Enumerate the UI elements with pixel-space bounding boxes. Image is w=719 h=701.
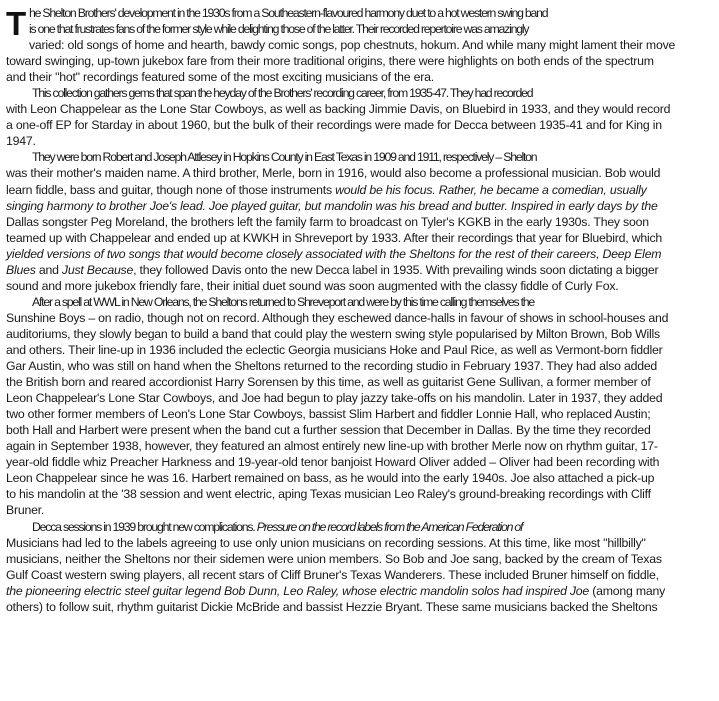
text-line: others) to follow suit, rhythm guitarist Dickie McBride and bassist Hezzie Bryant. These same musicians backed the Sheltons	[6, 599, 658, 614]
italic-text-run: the pioneering electric steel guitar legend Bob Dunn, Leo Raley, whose electric mandolin solos had inspired Joe	[6, 583, 590, 598]
text-line: Gulf Coast western swing players, all recent stars of Cliff Bruner's Texas Wanderers. These included Bruner himself on fiddle,	[6, 567, 659, 582]
text-line: They were born Robert and Joseph Attlesey in Hopkins County in East Texas in 1909 and 1911, respectively – Shelton	[32, 150, 537, 165]
text-line: to his mandolin at the '38 session and went electric, aping Texas musician Leo Raley's ground-breaking recordings with Cliff	[6, 487, 651, 502]
text-line: with Leon Chappelear as the Lone Star Cowboys, as well as backing Jimmie Davis, on Bluebird in 1933, and they would record	[6, 102, 671, 117]
paragraph-shreveport	[6, 294, 713, 519]
text-line: was their mother's maiden name. A third brother, Merle, born in 1916, would also become a professional musician. Bob would	[6, 166, 661, 181]
paragraph-decca-1939	[6, 519, 713, 615]
text-run: Decca sessions in 1939 brought new complications.	[32, 519, 257, 534]
song-title: Blues	[6, 262, 36, 277]
paragraph-collection	[6, 85, 713, 149]
text-line: he Shelton Brothers' development in the 1930s from a Southeastern-flavoured harmony duet to a hot western swing band	[28, 6, 548, 20]
paragraph-intro	[6, 5, 713, 85]
paragraph-origins	[6, 149, 713, 293]
text-line: auditoriums, they slowly began to build a band that could play the western swing style popularised by Milton Brown, Bob Wills	[6, 326, 660, 341]
text-line: singing harmony to brother Joe's lead. Joe played guitar, but mandolin was his bread and butter. Inspired in early days by the	[6, 198, 658, 213]
text-line: a one-off EP for Starday in about 1960, but the bulk of their recordings were made for Decca between 1935-41 and for King in	[6, 118, 662, 133]
italic-text-run: would be his focus. Rather, he became a comedian, usually	[335, 182, 647, 197]
text-line: both Hall and Harbert were present when the band cut a further session that December in Dallas. By the time they recorded	[6, 423, 651, 438]
text-run: (among many	[589, 583, 666, 598]
text-line: again in September 1938, however, they featured an almost entirely new line-up with brother Merle now on rhythm guitar, 17-	[6, 439, 658, 454]
text-line: After a spell at WWL in New Orleans, the Sheltons returned to Shreveport and were by this time calling themselves the	[32, 294, 535, 309]
text-line: toward swinging, up-town jukebox fare from their more traditional origins, there were highlights on both ends of the spectrum	[6, 54, 654, 69]
italic-text-run: Pressure on the record labels from the American Federation of	[256, 519, 523, 534]
text-line: Bruner.	[6, 503, 45, 518]
text-line: two other former members of Leon's Lone Star Cowboys, bassist Slim Harbert and fiddler Lonnie Hall, who replaced Austin;	[6, 407, 651, 422]
text-line: Musicians had led to the labels agreeing to use only union musicians on recording sessions. At this time, like most "hillbilly"	[6, 535, 646, 550]
text-line: varied: old songs of home and hearth, bawdy comic songs, pop chestnuts, hokum. And while many might lament their move	[28, 38, 676, 53]
text-line: Gar Austin, who was still on hand when the Sheltons returned to the recording studio in February 1937. They had also added	[6, 359, 658, 374]
text-line: teamed up with Chappelear and ended up at KWKH in Shreveport by 1933. After their recordings that year for Bluebird, which	[6, 230, 663, 245]
text-line: and others. Their line-up in 1936 included the eclectic Georgia musicians Hoke and Paul Rice, as well as Vermont-born fiddler	[6, 342, 663, 357]
text-line: and their "hot" recordings featured some of the most exciting musicians of the era.	[6, 70, 434, 85]
italic-text-run: yielded versions of two songs that would become closely associated with the Sheltons for the rest of their careers,	[6, 246, 603, 261]
song-title: Just Because	[61, 262, 134, 277]
text-line: Sunshine Boys – on radio, though not on record. Although they eschewed dance-halls in favour of shows in school-houses and	[6, 310, 669, 325]
text-line: sound and more jukebox friendly fare, their initial duet sound was soon augmented with the classy fiddle of Curly Fox.	[6, 278, 619, 293]
text-line: is one that frustrates fans of the former style while delighting those of the latter. Their recorded repertoire was amazingly	[28, 22, 529, 37]
text-line	[6, 246, 713, 262]
text-line: This collection gathers gems that span the heyday of the Brothers' recording career, from 1935-47. They had recorded	[32, 86, 533, 101]
text-run: , they followed Davis onto the new Decca label in 1935. With prevailing winds soon dictating a bigger	[133, 262, 659, 277]
text-run: learn fiddle, bass and guitar, though none of those instruments	[6, 182, 336, 197]
text-run: and	[35, 262, 62, 277]
text-line	[6, 519, 713, 535]
text-line: year-old fiddle whiz Preacher Harkness and 19-year-old tenor banjoist Howard Oliver added – Oliver had been recording with	[6, 455, 660, 470]
text-line: Leon Chappelear's Lone Star Cowboys, and Joe had begun to play jazzy take-offs on his mandolin. Later in 1937, they added	[6, 391, 663, 406]
song-title: Deep Elem	[602, 246, 662, 261]
text-line: 1947.	[6, 134, 36, 149]
text-line: the British born and reared accordionist Harry Sorensen by this time, as well as guitarist Gene Sullivan, a former member of	[6, 375, 651, 390]
text-line: musicians, neither the Sheltons nor their sidemen were union members. So Bob and Joe sang, backed by the cream of Texas	[6, 551, 662, 566]
text-line	[6, 182, 713, 198]
text-line	[6, 583, 713, 599]
text-line: Leon Chappelear since he was 16. Harbert remained on bass, as he would into the early 1940s. Joe also attached a pick-up	[6, 471, 655, 486]
text-line	[6, 262, 713, 278]
drop-cap: T	[6, 5, 26, 42]
text-line: Dallas songster Peg Moreland, the brothers left the family farm to broadcast on Tyler's KGKB in the early 1930s. They soon	[6, 214, 649, 229]
